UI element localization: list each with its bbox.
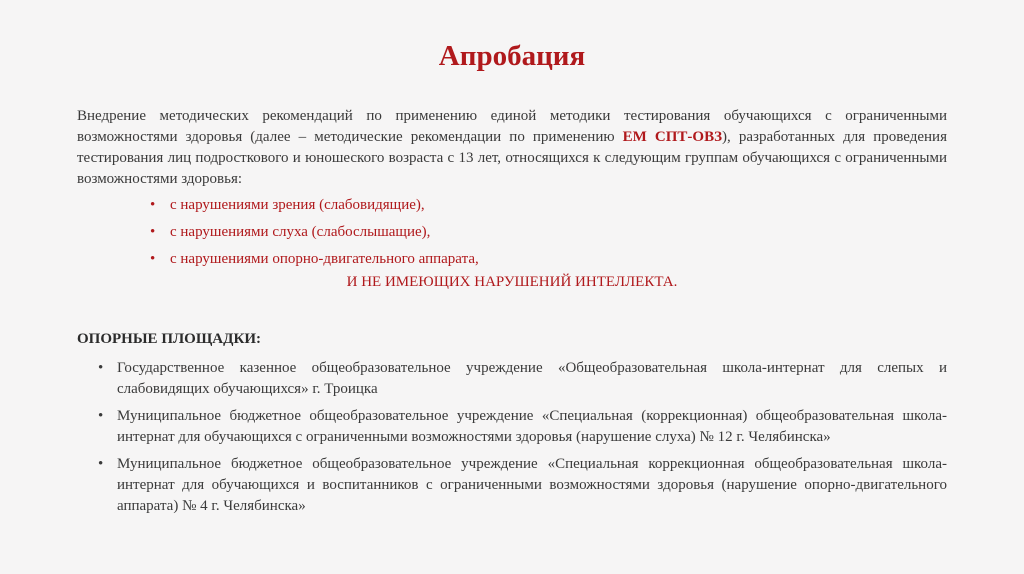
group-label: с нарушениями зрения (слабовидящие), (170, 197, 425, 213)
intro-text-after: ), разработанных для проведения тестирования лиц подросткового и юношеского возраста с 13 лет, относящихся к следующим группам обучающихся с ограниченными возможностями здоровья: (77, 129, 947, 187)
emphasis-line: И НЕ ИМЕЮЩИХ НАРУШЕНИЙ ИНТЕЛЛЕКТА. (346, 274, 678, 290)
site-text: Государственное казенное общеобразовательное учреждение «Общеобразовательная школа-интернат для слепых и слабовидящих обучающихся» г. Троицка (117, 360, 947, 397)
bullet-icon: • (150, 224, 156, 240)
list-item (150, 246, 479, 273)
list-item (98, 406, 947, 448)
site-text: Муниципальное бюджетное общеобразовательное учреждение «Специальная коррекционная общеобразовательная школа-интернат для обучающихся и воспитанников с ограниченными возможностями здоровья (нарушение опорно-двигательного аппарата) № 4 г. Челябинска» (117, 456, 947, 514)
intro-highlight: ЕМ СПТ-ОВЗ (622, 129, 723, 145)
intro-paragraph (77, 106, 947, 190)
list-item (150, 219, 479, 246)
sites-heading: ОПОРНЫЕ ПЛОЩАДКИ: (77, 331, 261, 347)
list-item (98, 454, 947, 517)
bullet-icon: • (98, 408, 104, 424)
list-item (98, 358, 947, 400)
slide-title: Апробация (438, 40, 586, 72)
sites-list (98, 358, 947, 523)
bullet-icon: • (98, 456, 104, 472)
site-text: Муниципальное бюджетное общеобразовательное учреждение «Специальная (коррекционная) общеобразовательная школа-интернат для обучающихся с ограниченными возможностями здоровья (нарушение слуха) № 12 г. Челябинска» (117, 408, 947, 445)
group-label: с нарушениями слуха (слабослышащие), (170, 224, 431, 240)
bullet-icon: • (150, 251, 156, 267)
target-groups-list (150, 192, 479, 273)
list-item (150, 192, 479, 219)
bullet-icon: • (98, 360, 104, 376)
intro-text-before: Внедрение методических рекомендаций по применению единой методики тестирования обучающихся с ограниченными возможностями здоровья (далее – методические рекомендации по применению (77, 108, 947, 145)
bullet-icon: • (150, 197, 156, 213)
group-label: с нарушениями опорно-двигательного аппарата, (170, 251, 479, 267)
